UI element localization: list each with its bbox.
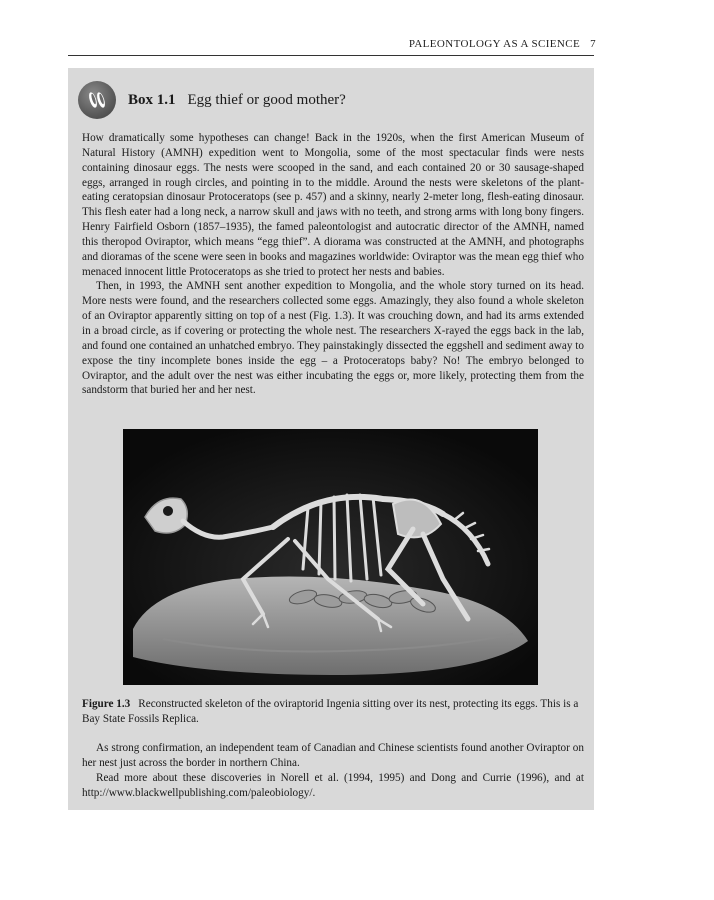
box-body-bottom: [82, 741, 584, 800]
running-head-title: PALEONTOLOGY AS A SCIENCE: [408, 38, 581, 50]
figure-label: Figure 1.3: [82, 698, 131, 710]
page-number: 7: [590, 38, 596, 50]
ingenia-skeleton-illustration: [123, 429, 538, 685]
figure-photo: [123, 429, 538, 685]
box-title: Egg thief or good mother?: [187, 91, 346, 108]
paragraph-1: How dramatically some hypotheses can change! Back in the 1920s, when the first American Museum of Natural History (AMNH) expedition went to Mongolia, some of the most spectacular finds were nests containing dinosaur eggs. The nests were scooped in the sand, and each contained 20 or 30 sausage-shaped eggs, arranged in rough circles, and pointing in to the middle. Around the nests were skeletons of the plant-eating ceratopsian dinosaur Protoceratops (see p. 457) and a skinny, nearly 2-meter long, flesh-eating dinosaur. This flesh eater had a long neck, a narrow skull and jaws with no teeth, and strong arms with long bony fingers. Henry Fairfield Osborn (1857–1935), the famed paleontologist and autocratic director of the AMNH, named this theropod Oviraptor, which means “egg thief”. A diorama was constructed at the AMNH, and photographs and dioramas of the scene were seen in books and magazines worldwide: Oviraptor was the mean egg thief who menaced innocent little Protoceratops as she tried to protect her nests and babies.: [82, 132, 584, 278]
box-header: [78, 80, 346, 120]
paragraph-3: As strong confirmation, an independent team of Canadian and Chinese scientists found another Oviraptor on her nest just across the border in northern China.: [82, 742, 584, 769]
box-1-1: [68, 68, 594, 810]
figure-caption: [82, 697, 584, 727]
figure-caption-text: Reconstructed skeleton of the oviraptorid Ingenia sitting over its nest, protecting its eggs. This is a Bay State Fossils Replica.: [82, 698, 579, 725]
header-rule: [68, 55, 594, 56]
paragraph-4: Read more about these discoveries in Norell et al. (1994, 1995) and Dong and Currie (1996), and at http://www.blackwellpublishing.com/paleobiology/.: [82, 771, 584, 799]
box-label: Box 1.1: [128, 91, 176, 108]
footprints-icon: [78, 81, 116, 119]
box-body-top: [82, 131, 584, 398]
running-head: [0, 38, 596, 50]
paragraph-2: Then, in 1993, the AMNH sent another expedition to Mongolia, and the whole story turned on its head. More nests were found, and the researchers collected some eggs. Amazingly, they also found a whole skeleton of an Oviraptor apparently sitting on top of a nest (Fig. 1.3). It was crouching down, and had its arms extended in a broad circle, as if covering or protecting the whole nest. The researchers X-rayed the eggs back in the lab, and found one contained an unhatched embryo. They painstakingly dissected the eggshell and sediment away to expose the tiny incomplete bones inside the egg – a Protoceratops baby? No! The embryo belonged to Oviraptor, and the adult over the nest was either incubating the eggs or, more likely, protecting them from the sandstorm that buried her and her nest.: [82, 280, 584, 397]
